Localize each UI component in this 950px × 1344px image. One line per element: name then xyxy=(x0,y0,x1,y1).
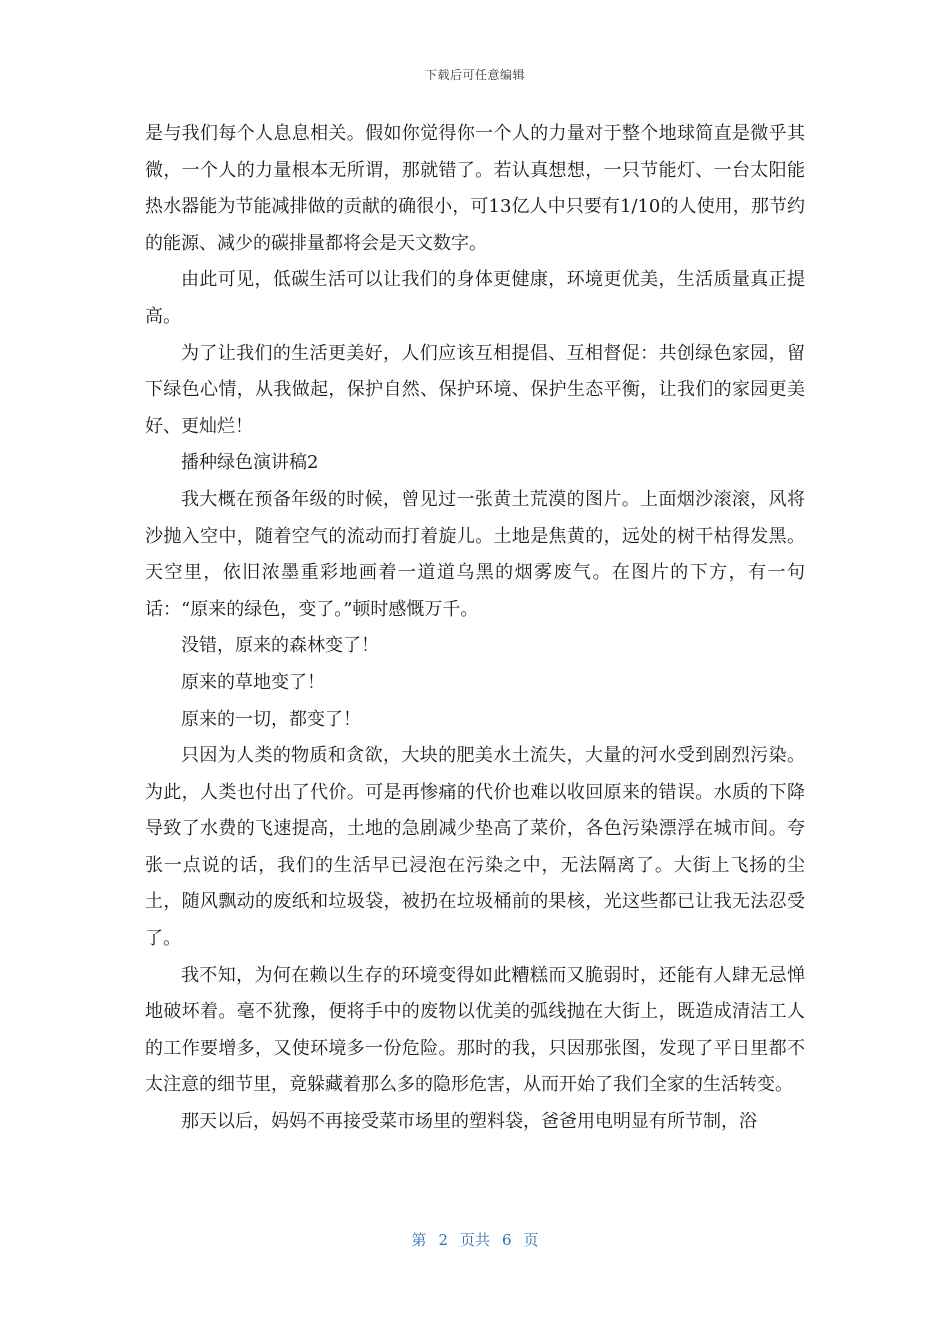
paragraph-8: 原来的一切，都变了！ xyxy=(181,708,361,730)
section-title: 播种绿色演讲稿2 xyxy=(181,452,319,474)
page-header: 下载后可任意编辑 xyxy=(424,68,525,82)
footer-middle: 页共 xyxy=(459,1231,490,1249)
total-pages-number: 6 xyxy=(502,1231,512,1249)
paragraph-11: 那天以后，妈妈不再接受菜市场里的塑料袋，爸爸用电明显有所节制，浴 xyxy=(181,1111,757,1133)
paragraph-7: 原来的草地变了！ xyxy=(181,671,325,693)
paragraph-3: 为了让我们的生活更美好，人们应该互相提倡、互相督促：共创绿色家园，留下绿色心情，从我做起，保护自然、保护环境、保护生态平衡，让我们的家园更美好、更灿烂！ xyxy=(145,342,805,437)
paragraph-6: 没错，原来的森林变了！ xyxy=(181,635,379,657)
paragraph-9: 只因为人类的物质和贪欲，大块的肥美水土流失，大量的河水受到剧烈污染。为此，人类也付出了代价。可是再惨痛的代价也难以收回原来的错误。水质的下降导致了水费的飞速提高，土地的急剧减少垫高了菜价，各色污染漂浮在城市间。夸张一点说的话，我们的生活早已浸泡在污染之中，无法隔离了。大街上飞扬的尘土，随风飘动的废纸和垃圾袋，被扔在垃圾桶前的果核，光这些都已让我无法忍受了。 xyxy=(145,745,805,950)
footer-suffix: 页 xyxy=(523,1231,539,1249)
paragraph-10: 我不知，为何在赖以生存的环境变得如此糟糕而又脆弱时，还能有人肆无忌惮地破坏着。毫不犹豫，便将手中的废物以优美的弧线抛在大街上，既造成清洁工人的工作要增多，又使环境多一份危险。那时的我，只因那张图，发现了平日里都不太注意的细节里，竟躲藏着那么多的隐形危害，从而开始了我们全家的生活转变。 xyxy=(145,964,805,1096)
footer-prefix: 第 xyxy=(411,1231,427,1249)
paragraph-2: 由此可见，低碳生活可以让我们的身体更健康，环境更优美，生活质量真正提高。 xyxy=(145,269,805,327)
paragraph-5: 我大概在预备年级的时候，曾见过一张黄土荒漠的图片。上面烟沙滚滚，风将沙抛入空中，随着空气的流动而打着旋儿。土地是焦黄的，远处的树干枯得发黑。天空里，依旧浓墨重彩地画着一道道乌黑的烟雾废气。在图片的下方，有一句话：“原来的绿色，变了。”顿时感慨万千。 xyxy=(145,488,805,620)
page-footer xyxy=(0,1229,950,1250)
paragraph-1: 是与我们每个人息息相关。假如你觉得你一个人的力量对于整个地球简直是微乎其微，一个人的力量根本无所谓，那就错了。若认真想想，一只节能灯、一台太阳能热水器能为节能减排做的贡献的确很小，可13亿人中只要有1/10的人使用，那节约的能源、减少的碳排量都将会是天文数字。 xyxy=(145,123,805,254)
current-page-number: 2 xyxy=(438,1231,448,1249)
document-body xyxy=(145,116,805,1141)
